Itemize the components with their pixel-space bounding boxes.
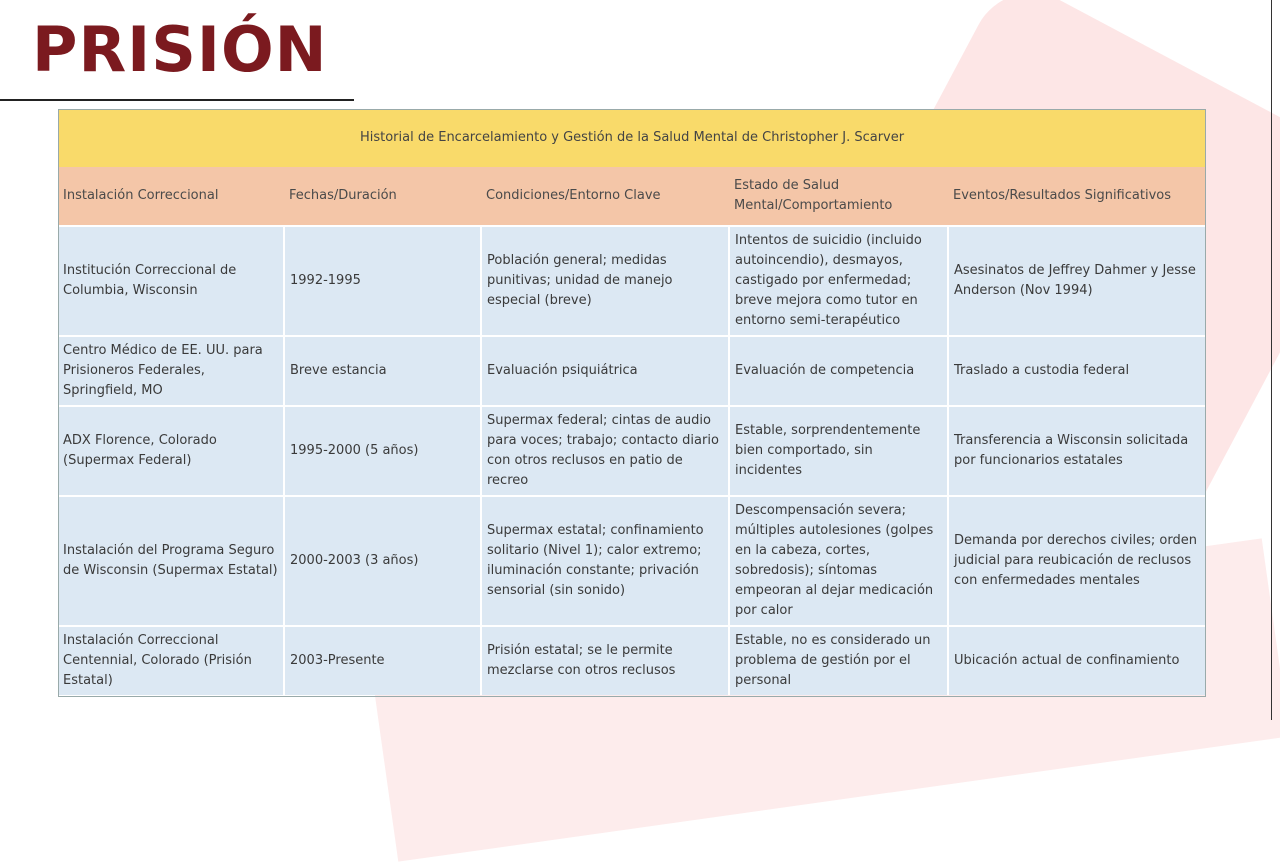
column-header: Eventos/Resultados Significativos [948, 167, 1206, 226]
title-underline [0, 99, 354, 101]
table-cell: Supermax federal; cintas de audio para voces; trabajo; contacto diario con otros reclusos en patio de recreo [481, 406, 729, 496]
table-cell: Descompensación severa; múltiples autolesiones (golpes en la cabeza, cortes, sobredosis); síntomas empeoran al dejar medicación por calor [729, 496, 948, 626]
column-header: Instalación Correccional [58, 167, 284, 226]
table-cell: 2000-2003 (3 años) [284, 496, 481, 626]
table-cell: Asesinatos de Jeffrey Dahmer y Jesse Anderson (Nov 1994) [948, 226, 1206, 336]
column-header: Estado de Salud Mental/Comportamiento [729, 167, 948, 226]
table-cell: Instalación Correccional Centennial, Colorado (Prisión Estatal) [58, 626, 284, 695]
column-header: Fechas/Duración [284, 167, 481, 226]
table-cell: 1995-2000 (5 años) [284, 406, 481, 496]
table-row [58, 226, 1206, 336]
table-row [58, 406, 1206, 496]
table-cell: Estable, sorprendentemente bien comportado, sin incidentes [729, 406, 948, 496]
table-caption-row [58, 109, 1206, 167]
table-cell: Transferencia a Wisconsin solicitada por funcionarios estatales [948, 406, 1206, 496]
table-cell: Instalación del Programa Seguro de Wisconsin (Supermax Estatal) [58, 496, 284, 626]
table-cell: Ubicación actual de confinamiento [948, 626, 1206, 695]
table-header-row [58, 167, 1206, 226]
table-cell: Centro Médico de EE. UU. para Prisioneros Federales, Springfield, MO [58, 336, 284, 406]
table-cell: Institución Correccional de Columbia, Wisconsin [58, 226, 284, 336]
table-cell: Intentos de suicidio (incluido autoincendio), desmayos, castigado por enfermedad; breve mejora como tutor en entorno semi-terapéutico [729, 226, 948, 336]
table-cell: Prisión estatal; se le permite mezclarse con otros reclusos [481, 626, 729, 695]
slide-right-border [1271, 0, 1272, 720]
slide-title: PRISIÓN [32, 13, 328, 86]
table-cell: Breve estancia [284, 336, 481, 406]
table-cell: ADX Florence, Colorado (Supermax Federal) [58, 406, 284, 496]
table-cell: Población general; medidas punitivas; unidad de manejo especial (breve) [481, 226, 729, 336]
table-cell: Supermax estatal; confinamiento solitario (Nivel 1); calor extremo; iluminación constante; privación sensorial (sin sonido) [481, 496, 729, 626]
table-caption: Historial de Encarcelamiento y Gestión de la Salud Mental de Christopher J. Scarver [58, 109, 1206, 167]
incarceration-table [58, 109, 1206, 695]
table-cell: 1992-1995 [284, 226, 481, 336]
table-row [58, 336, 1206, 406]
table-cell: 2003-Presente [284, 626, 481, 695]
table-cell: Evaluación psiquiátrica [481, 336, 729, 406]
table-cell: Evaluación de competencia [729, 336, 948, 406]
table-row [58, 496, 1206, 626]
table-row [58, 626, 1206, 695]
table-cell: Estable, no es considerado un problema de gestión por el personal [729, 626, 948, 695]
table-cell: Demanda por derechos civiles; orden judicial para reubicación de reclusos con enfermedades mentales [948, 496, 1206, 626]
column-header: Condiciones/Entorno Clave [481, 167, 729, 226]
table-cell: Traslado a custodia federal [948, 336, 1206, 406]
